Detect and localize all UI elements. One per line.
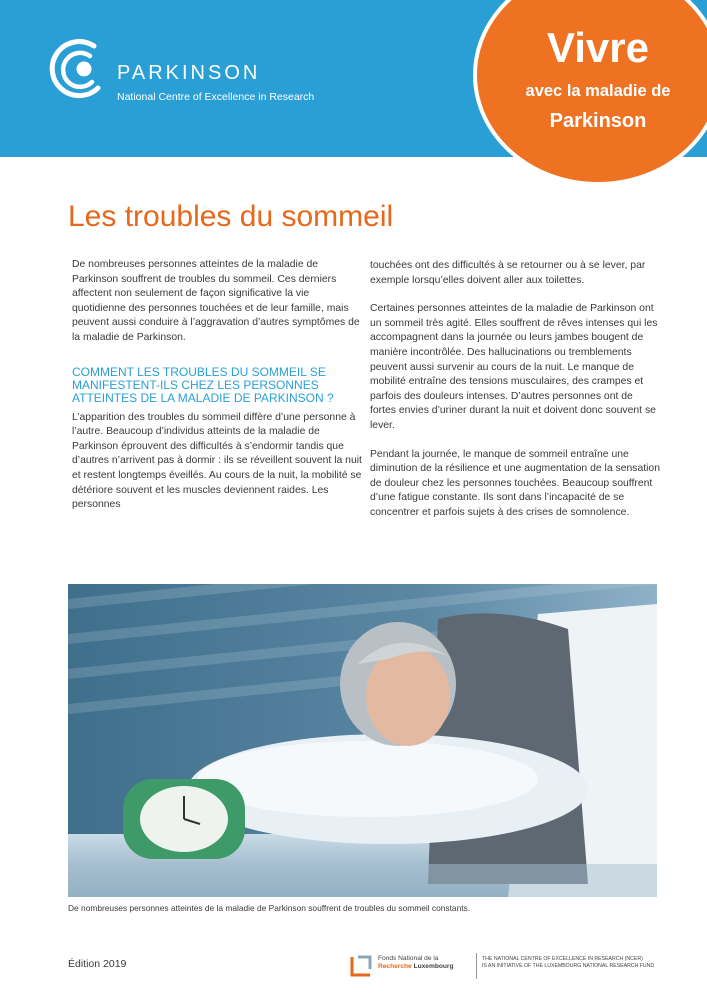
right-paragraph-3: Pendant la journée, le manque de sommeil entraîne une diminution de la résilience et une augmentation de la sensation de douleur chez les personnes touchées. Beaucoup souffrent d’une fatigue constante. Ils sont dans l’incapacité de se concentrer et parfois sujets à des crises de somnolence. [370,448,660,518]
brand-subtitle: National Centre of Excellence in Research [117,91,315,103]
badge-title: Vivre [547,24,649,71]
intro-paragraph: De nombreuses personnes atteintes de la maladie de Parkinson souffrent de troubles du sommeil. Ces derniers affectent non seulement de façon significative la vie quotidienne des personnes touchées et de leur famille, mais peuvent aussi conduire à l’aggravation d’autres symptômes de la maladie de Parkinson. [72,259,360,343]
right-paragraph-1: touchées ont des difficultés à se retourner ou à se lever, par exemple lorsqu’elles doivent aller aux toilettes. [370,260,646,286]
ncer-statement [482,956,682,970]
fnr-wordmark [378,955,473,971]
right-paragraph-2: Certaines personnes atteintes de la maladie de Parkinson ont un sommeil très agité. Elles souffrent de rêves intenses qui les accompagnent dans la journée ou leurs jambes bougent de manière incontrôlée. Des hallucinations ou tremblements peuvent aussi survenir au cours de la nuit. Le manque de mobilité entraîne des tensions musculaires, des crampes et parfois des douleurs intenses. D’autres personnes ont de fortes envies d’uriner durant la nuit et doivent donc souvent se lever. [370,303,658,431]
fnr-luxembourg: Luxembourg [411,963,454,970]
brand-name: PARKINSON [117,62,261,84]
sleepless-woman-photo [68,584,657,897]
footer-divider [476,953,477,979]
page-title: Les troubles du sommeil [68,200,394,233]
fnr-recherche: Recherche [378,963,412,970]
parkinson-logo-icon [44,36,108,100]
right-column [370,259,660,535]
left-column [72,258,364,527]
series-badge [473,0,707,186]
photo-caption: De nombreuses personnes atteintes de la maladie de Parkinson souffrent de troubles du sommeil constants. [68,903,471,913]
fnr-logo-icon [350,955,372,977]
edition-label: Édition 2019 [68,958,127,970]
badge-subtitle: avec la maladie de [525,82,671,100]
ncer-line-2: IS AN INITIATIVE OF THE LUXEMBOURG NATIONAL RESEARCH FUND [482,963,655,969]
fnr-line-1: Fonds National de la [378,955,439,962]
section-paragraph: L’apparition des troubles du sommeil diffère d’une personne à l’autre. Beaucoup d’individus atteints de la maladie de Parkinson éprouvent des difficultés à s’endormir tandis que d’autres n’arrivent pas à dormir : ils se réveillent souvent la nuit et restent longtemps éveillés. Au cours de la nuit, la mobilité se détériore souvent et les muscles deviennent raides. Les personnes [72,411,362,511]
ncer-line-1: THE NATIONAL CENTRE OF EXCELLENCE IN RESEARCH (NCER) [482,956,643,962]
section-heading: COMMENT LES TROUBLES DU SOMMEIL SE MANIFESTENT-ILS CHEZ LES PERSONNES ATTEINTES DE LA MALADIE DE PARKINSON ? [72,364,334,405]
fnr-line-2 [378,963,473,971]
badge-disease-name: Parkinson [549,110,647,132]
